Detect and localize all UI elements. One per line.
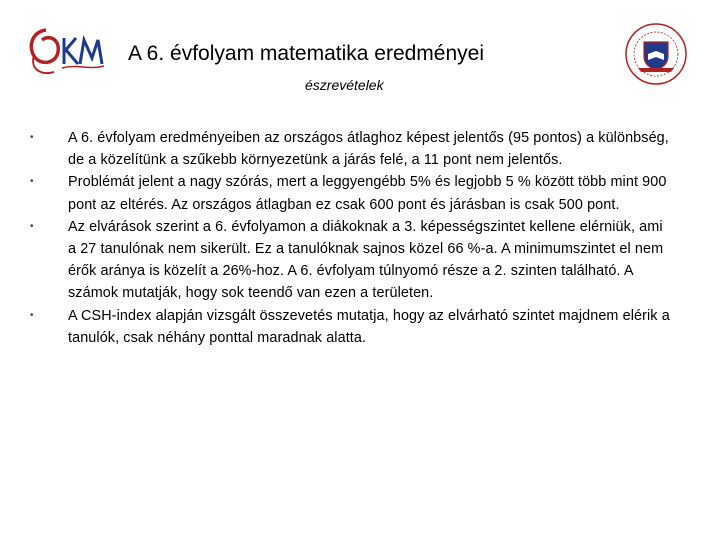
okm-logo-swirl	[31, 30, 58, 62]
bullet-text: A 6. évfolyam eredményeiben az országos átlaghoz képest jelentős (95 pontos) a különbség, de a közelítünk a szűkebb környezetünk a járás felé, a 11 pont nem jelentős.	[68, 130, 669, 169]
list-item	[30, 171, 670, 215]
bullet-text: A CSH-index alapján vizsgált összevetés mutatja, hogy az elvárható szintet majdnem elérik a tanulók, csak néhány ponttal maradnak alatta.	[68, 307, 670, 346]
bullet-icon: •	[30, 176, 34, 188]
bullet-list	[30, 127, 670, 349]
school-crest-logo	[624, 22, 688, 86]
bullet-text: Problémát jelent a nagy szórás, mert a leggyengébb 5% és legjobb 5 % között több mint 900 pont az eltérés. Az országos átlagban ez csak 600 pont és járásban is csak 500 pont.	[68, 174, 667, 213]
bullet-text: Az elvárások szerint a 6. évfolyamon a diákoknak a 3. képességszintet kellene elérniük, ami a 27 tanulónak nem sikerült. Ez a tanulóknak sajnos közel 66 %-a. A minimumszintet el nem érők aránya is közelít a 26%-hoz. A 6. évfolyam túlnyomó része a 2. szinten található. A számok mutatják, hogy sok teendő van ezen a területen.	[68, 218, 664, 302]
bullet-icon: •	[30, 309, 34, 321]
okm-logo-underline	[62, 66, 104, 68]
crest-ribbon	[638, 68, 674, 72]
okm-logo-m	[80, 40, 102, 64]
okm-logo	[26, 20, 106, 80]
list-item	[30, 216, 670, 305]
page-subtitle: észrevételek	[305, 77, 384, 93]
list-item	[30, 305, 670, 349]
bullet-icon: •	[30, 220, 34, 232]
page-title: A 6. évfolyam matematika eredményei	[128, 42, 484, 65]
list-item	[30, 127, 670, 171]
okm-logo-k	[64, 38, 78, 64]
bullet-icon: •	[30, 132, 34, 143]
